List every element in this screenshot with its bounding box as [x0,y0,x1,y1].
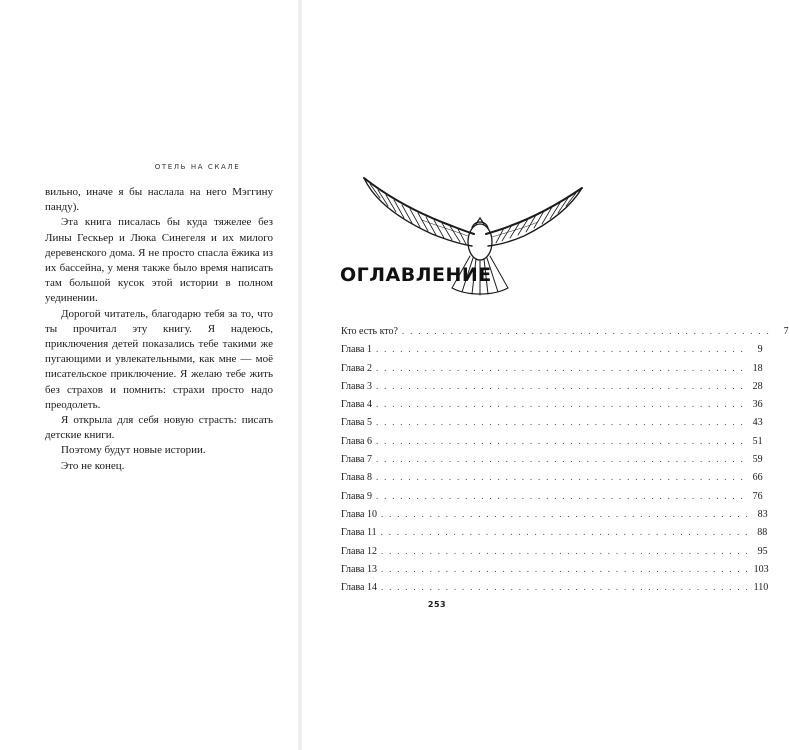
toc-entry-title: Глава 11 [341,527,377,539]
toc-dot-leader: . . . . . . . . . . . . . . . . . . . . . . . . . . . . . . . . . . . . . . . . . . . . . . [376,454,745,465]
toc-entry-title: Глава 13 [341,563,377,575]
toc-entry-page: 28 [752,380,763,392]
toc-dot-leader: . . . . . . . . . . . . . . . . . . . . . . . . . . . . . . . . . . . . . . . . . . . . . . [376,380,745,391]
paragraph: Эта книга писалась бы куда тяжелее без Лины Гескьер и Люка Синегеля и их милого деревенского дома. Я не просто спасла ёжика из их бассейна, у меня также было время написать там большой кусок этой истории в полном уединении. [45,216,273,305]
toc-dot-leader: . . . . . . . . . . . . . . . . . . . . . . . . . . . . . . . . . . . . . . . . . . . . . . [380,527,750,538]
toc-entry[interactable] [341,490,763,509]
toc-entry-page: 110 [753,582,769,594]
toc-dot-leader: . . . . . . . . . . . . . . . . . . . . . . . . . . . . . . . . . . . . . . . . . . . . . . [376,435,745,446]
toc-entry-title: Глава 2 [341,362,372,374]
toc-entry-page: 36 [752,399,763,411]
toc-entry[interactable] [341,545,768,564]
toc-entry-page: 59 [752,454,763,466]
toc-entry[interactable] [341,435,763,454]
toc-entry-page: 95 [757,545,768,557]
paragraph: Это не конец. [61,459,125,472]
toc-heading: ОГЛАВЛЕНИЕ [340,264,492,286]
toc-dot-leader: . . . . . . . . . . . . . . . . . . . . . . . . . . . . . . . . . . . . . . . . . . . . . . [376,417,745,428]
page-number: 253 [427,600,447,609]
toc-entry-title: Глава 14 [341,582,377,594]
table-of-contents [341,326,789,600]
paragraph: вильно, иначе я бы наслала на него Мэггину панду). [45,186,273,214]
toc-entry-title: Глава 6 [341,435,372,447]
toc-entry[interactable] [341,362,763,381]
toc-dot-leader: . . . . . . . . . . . . . . . . . . . . . . . . . . . . . . . . . . . . . . . . . . . . . . [376,362,745,373]
toc-entry-title: Глава 9 [341,490,372,502]
toc-entry[interactable] [341,326,789,344]
toc-dot-leader: . . . . . . . . . . . . . . . . . . . . . . . . . . . . . . . . . . . . . . . . . . . . . . [376,344,745,355]
toc-entry-page: 88 [757,527,768,539]
paragraph: Поэтому будут новые истории. [61,444,206,457]
book-gutter [298,0,302,750]
toc-entry-title: Глава 5 [341,417,372,429]
toc-entry[interactable] [341,399,763,417]
body-text [45,185,273,474]
toc-entry-title: Глава 4 [341,399,372,411]
toc-entry[interactable] [341,508,768,527]
toc-entry-title: Глава 8 [341,472,372,484]
toc-entry[interactable] [341,454,763,472]
toc-entry-page: 7 [783,326,789,337]
toc-dot-leader: . . . . . . . . . . . . . . . . . . . . . . . . . . . . . . . . . . . . . . . . . . . . . . [402,326,771,336]
toc-dot-leader: . . . . . . . . . . . . . . . . . . . . . . . . . . . . . . . . . . . . . . . . . . . . . . [376,472,745,483]
toc-entry-page: 18 [752,362,763,374]
toc-entry[interactable] [341,344,763,362]
toc-entry[interactable] [341,582,769,600]
paragraph: Дорогой читатель, благодарю тебя за то, что ты прочитал эту книгу. Я надеюсь, приключения детей показались тебе такими же пугающими и увлекательными, как мне — моё писательское приключение. Я желаю тебе жить без страхов и помнить: страхи просто надо преодолеть. [45,307,273,411]
toc-entry[interactable] [341,472,763,490]
toc-entry-page: 43 [752,417,763,429]
toc-entry-title: Кто есть кто? [341,326,398,337]
toc-dot-leader: . . . . . . . . . . . . . . . . . . . . . . . . . . . . . . . . . . . . . . . . . . . . . . [381,563,750,574]
toc-entry-title: Глава 3 [341,380,372,392]
toc-entry[interactable] [341,527,768,545]
running-head: ОТЕЛЬ НА СКАЛЕ [154,163,241,171]
toc-dot-leader: . . . . . . . . . . . . . . . . . . . . . . . . . . . . . . . . . . . . . . . . . . . . . . [376,490,745,501]
toc-entry-page: 76 [752,490,763,502]
toc-dot-leader: . . . . . . . . . . . . . . . . . . . . . . . . . . . . . . . . . . . . . . . . . . . . . . [376,399,745,410]
toc-dot-leader: . . . . . . . . . . . . . . . . . . . . . . . . . . . . . . . . . . . . . . . . . . . . . . [381,582,750,593]
toc-entry-title: Глава 7 [341,454,372,466]
toc-entry-title: Глава 12 [341,545,377,557]
toc-entry-title: Глава 1 [341,344,372,356]
toc-entry-page: 9 [757,344,763,356]
toc-entry[interactable] [341,380,763,399]
toc-entry-title: Глава 10 [341,508,377,520]
toc-entry-page: 103 [753,563,769,575]
toc-entry-page: 66 [752,472,763,484]
paragraph: Я открыла для себя новую страсть: писать детские книги. [45,414,273,442]
toc-dot-leader: . . . . . . . . . . . . . . . . . . . . . . . . . . . . . . . . . . . . . . . . . . . . . . [381,508,750,519]
toc-entry-page: 51 [752,435,763,447]
toc-dot-leader: . . . . . . . . . . . . . . . . . . . . . . . . . . . . . . . . . . . . . . . . . . . . . . [381,545,750,556]
toc-entry[interactable] [341,417,763,435]
toc-entry[interactable] [341,563,769,582]
toc-entry-page: 83 [757,508,768,520]
